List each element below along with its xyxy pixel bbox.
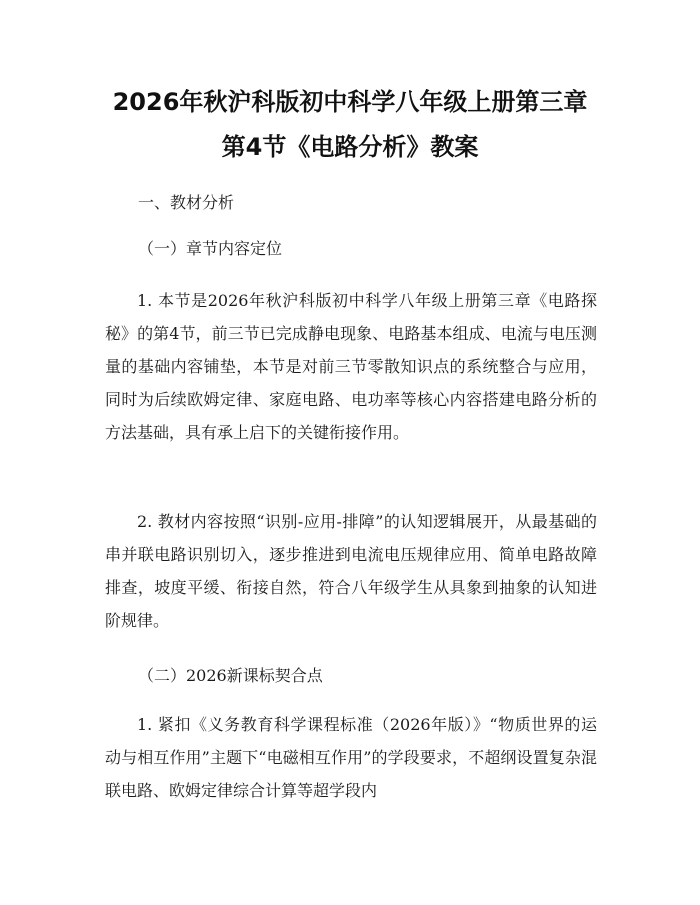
- document-title-line-2: 第4节《电路分析》教案: [221, 133, 479, 161]
- paragraph-chapter-positioning-2: 2. 教材内容按照“识别-应用-排障”的认知逻辑展开，从最基础的串并联电路识别切入，逐步推进到电流电压规律应用、简单电路故障排查，坡度平缓、衔接自然，符合八年级学生从具象到抽象的认知进阶规律。: [105, 512, 597, 630]
- document-title-line-1: 2026年秋沪科版初中科学八年级上册第三章: [112, 88, 588, 116]
- subsection-heading-chapter-positioning: （一）章节内容定位: [138, 239, 283, 258]
- subsection-heading-curriculum-standard: （二）2026新课标契合点: [138, 666, 323, 685]
- paragraph-chapter-positioning-1: 1. 本节是2026年秋沪科版初中科学八年级上册第三章《电路探秘》的第4节，前三节已完成静电现象、电路基本组成、电流与电压测量的基础内容铺垫，本节是对前三节零散知识点的系统整合与应用，同时为后续欧姆定律、家庭电路、电功率等核心内容搭建电路分析的方法基础，具有承上启下的关键衔接作用。: [105, 291, 597, 442]
- section-heading-textbook-analysis: 一、教材分析: [138, 193, 235, 212]
- paragraph-curriculum-standard-1: 1. 紧扣《义务教育科学课程标准（2026年版）》“物质世界的运动与相互作用”主题下“电磁相互作用”的学段要求，不超纲设置复杂混联电路、欧姆定律综合计算等超学段内: [105, 715, 597, 800]
